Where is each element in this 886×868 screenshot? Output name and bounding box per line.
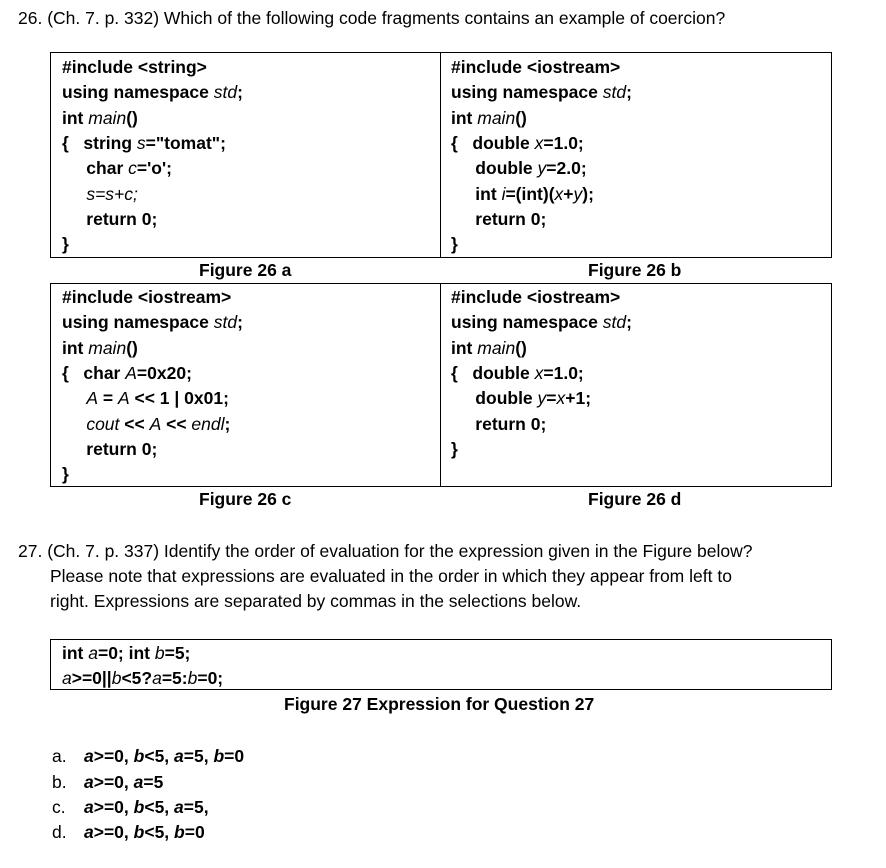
code-line: [62, 386, 229, 411]
code-token: int: [62, 107, 89, 128]
code-line: [451, 156, 587, 181]
code-identifier: s: [136, 132, 146, 153]
figure-26c-caption: Figure 26 c: [199, 489, 292, 509]
code-token: int: [451, 107, 478, 128]
code-token: <5,: [144, 746, 175, 766]
question-27-prompt-line-3: right. Expressions are separated by commas in the selections below.: [50, 591, 582, 611]
code-identifier: endl: [191, 413, 225, 434]
code-token: double: [451, 388, 538, 409]
code-token: return 0;: [62, 438, 158, 459]
code-line: [62, 437, 157, 462]
code-identifier: a: [88, 643, 98, 663]
code-token: (): [126, 107, 138, 128]
code-token: }: [62, 464, 69, 485]
code-identifier: a: [84, 797, 94, 817]
code-token: double: [451, 158, 538, 179]
code-token: return 0;: [451, 413, 547, 434]
code-line: [62, 641, 190, 666]
figure-26d-caption: Figure 26 d: [588, 489, 682, 509]
code-identifier: y: [537, 158, 547, 179]
option-text: [84, 822, 205, 842]
code-identifier: b: [187, 668, 198, 689]
code-token: (): [515, 107, 527, 128]
figure-26b-caption: Figure 26 b: [588, 260, 682, 280]
code-token: =: [98, 388, 118, 409]
code-identifier: main: [88, 107, 127, 128]
code-line: [451, 437, 458, 462]
code-token: return 0;: [451, 208, 547, 229]
code-token: int: [451, 337, 478, 358]
option-a[interactable]: [52, 743, 244, 769]
code-token: #include <iostream>: [451, 57, 621, 77]
code-token: ;: [237, 82, 243, 103]
code-token: { double: [451, 362, 535, 383]
code-identifier: x: [534, 362, 544, 383]
code-token: <5,: [144, 797, 175, 817]
code-identifier: b: [213, 746, 225, 766]
code-identifier: y: [537, 388, 547, 409]
code-identifier: a: [174, 746, 184, 766]
code-line: [62, 412, 230, 437]
code-line: [62, 207, 157, 232]
code-identifier: std: [602, 82, 627, 103]
code-token: { char: [62, 362, 126, 383]
option-b[interactable]: [52, 769, 163, 795]
code-line: [451, 361, 584, 386]
code-identifier: a: [133, 772, 144, 792]
code-line: [451, 285, 620, 310]
code-token: =5;: [164, 643, 191, 663]
code-token: [62, 184, 86, 204]
code-token: =5,: [183, 797, 209, 817]
code-identifier: std: [213, 312, 238, 333]
code-identifier: a: [84, 746, 94, 766]
code-token: =1.0;: [543, 132, 584, 153]
code-token: =0: [224, 746, 245, 766]
code-line: [451, 232, 458, 257]
code-token: #include <iostream>: [451, 287, 621, 307]
code-line: [451, 182, 594, 207]
code-token: <<: [161, 413, 192, 434]
figure-26a-caption: Figure 26 a: [199, 260, 292, 280]
code-token: ;: [626, 312, 632, 333]
code-line: [451, 80, 632, 105]
code-identifier: a: [84, 822, 94, 842]
code-identifier: A: [86, 388, 98, 409]
code-token: >=0,: [93, 746, 134, 766]
code-line: [451, 310, 632, 335]
code-identifier: b: [111, 668, 122, 689]
code-identifier: main: [88, 337, 127, 358]
option-text: [84, 746, 244, 766]
code-token: { double: [451, 132, 535, 153]
option-letter: a.: [52, 746, 67, 766]
code-line: [451, 386, 591, 411]
code-token: +1;: [565, 388, 592, 409]
code-token: using namespace: [62, 312, 214, 333]
code-identifier: b: [174, 822, 185, 842]
code-token: =0x20;: [136, 362, 192, 383]
code-identifier: main: [477, 107, 516, 128]
code-line: [62, 232, 69, 257]
code-line: [62, 361, 192, 386]
code-token: [62, 414, 86, 434]
code-token: <<: [119, 413, 150, 434]
code-identifier: cout: [86, 413, 120, 434]
code-token: char: [62, 158, 129, 179]
code-identifier: i: [501, 183, 506, 204]
code-token: }: [62, 234, 69, 255]
code-token: ="tomat";: [145, 132, 226, 153]
code-token: }: [451, 234, 458, 255]
code-identifier: x: [556, 388, 566, 409]
code-token: =5,: [183, 746, 214, 766]
code-token: ;: [224, 413, 231, 434]
code-token: (): [126, 337, 138, 358]
code-token: #include <string>: [62, 57, 207, 77]
code-line: [451, 55, 620, 80]
code-identifier: std: [213, 82, 238, 103]
code-token: );: [582, 183, 594, 204]
option-letter: d.: [52, 822, 67, 842]
code-identifier: s=s+c;: [86, 183, 138, 204]
code-token: { string: [62, 132, 137, 153]
code-identifier: a: [152, 668, 162, 689]
figure-27-caption: Figure 27 Expression for Question 27: [284, 694, 595, 714]
code-token: (): [515, 337, 527, 358]
code-line: [62, 106, 138, 131]
code-line: [62, 666, 223, 691]
code-identifier: A: [149, 413, 162, 434]
code-token: =5: [143, 772, 164, 792]
code-token: int: [62, 643, 89, 663]
code-identifier: b: [133, 822, 145, 842]
code-line: [62, 80, 243, 105]
code-token: return 0;: [62, 208, 158, 229]
code-token: << 1 | 0x01;: [129, 388, 229, 409]
code-token: >=0,: [93, 797, 134, 817]
code-line: [451, 336, 527, 361]
code-token: =(int)(: [505, 183, 555, 204]
code-identifier: b: [133, 797, 145, 817]
code-token: =0: [184, 822, 205, 842]
code-line: [62, 462, 69, 487]
code-token: =0;: [197, 668, 224, 689]
code-token: +: [563, 183, 574, 204]
code-token: ;: [626, 82, 632, 103]
code-token: >=0,: [93, 822, 134, 842]
code-token: =2.0;: [546, 158, 587, 179]
code-identifier: c: [128, 158, 137, 179]
code-token: >=0||: [71, 668, 112, 689]
code-line: [62, 182, 138, 207]
code-line: [62, 156, 172, 181]
code-line: [62, 285, 231, 310]
code-line: [62, 336, 138, 361]
option-d[interactable]: [52, 819, 205, 845]
code-token: ;: [237, 312, 243, 333]
option-text: [84, 772, 163, 792]
code-line: [451, 131, 584, 156]
code-identifier: b: [154, 643, 165, 663]
code-identifier: A: [117, 388, 130, 409]
option-c[interactable]: [52, 794, 209, 820]
code-identifier: a: [84, 772, 94, 792]
code-line: [62, 55, 207, 80]
code-identifier: a: [62, 668, 72, 689]
code-token: using namespace: [62, 82, 214, 103]
code-identifier: std: [602, 312, 627, 333]
code-line: [62, 131, 226, 156]
code-token: int: [62, 337, 89, 358]
code-token: =0; int: [97, 643, 155, 663]
code-token: ='o';: [136, 158, 172, 179]
code-token: <5,: [144, 822, 175, 842]
option-letter: c.: [52, 797, 66, 817]
code-identifier: a: [174, 797, 184, 817]
code-token: >=0,: [93, 772, 134, 792]
code-identifier: A: [125, 362, 137, 383]
question-27-prompt-line-2: Please note that expressions are evaluated in the order in which they appear from left to: [50, 566, 732, 586]
code-identifier: main: [477, 337, 516, 358]
question-26-prompt: 26. (Ch. 7. p. 332) Which of the following code fragments contains an example of coercion?: [18, 8, 726, 28]
code-token: }: [451, 438, 458, 459]
code-token: [62, 388, 86, 408]
code-token: #include <iostream>: [62, 287, 232, 307]
code-token: =1.0;: [543, 362, 584, 383]
code-token: =: [546, 388, 557, 409]
code-token: using namespace: [451, 82, 603, 103]
code-identifier: x: [534, 132, 544, 153]
code-token: int: [451, 183, 502, 204]
code-token: using namespace: [451, 312, 603, 333]
code-line: [451, 207, 546, 232]
code-identifier: b: [133, 746, 145, 766]
question-27-prompt-line-1: 27. (Ch. 7. p. 337) Identify the order of evaluation for the expression given in the Figure below?: [18, 541, 753, 561]
option-text: [84, 797, 209, 817]
code-token: =5:: [161, 668, 188, 689]
code-line: [62, 310, 243, 335]
option-letter: b.: [52, 772, 67, 792]
code-identifier: y: [573, 183, 583, 204]
code-line: [451, 412, 546, 437]
code-token: <5?: [121, 668, 153, 689]
code-line: [451, 106, 527, 131]
code-identifier: x: [554, 183, 564, 204]
